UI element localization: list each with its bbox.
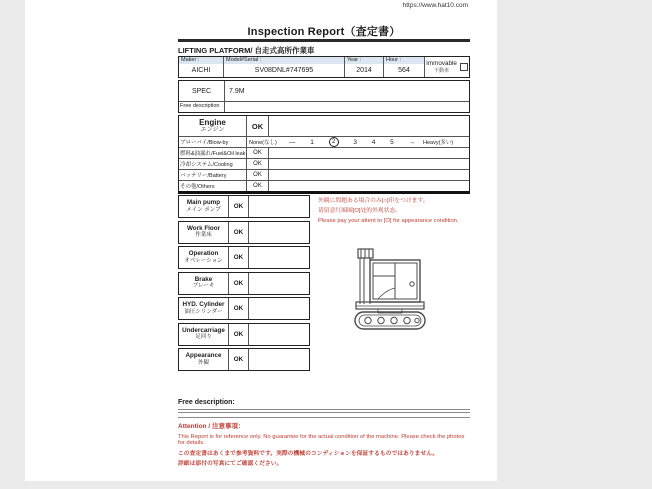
spec-box — [178, 80, 470, 113]
spec-free-description-value — [225, 102, 469, 112]
engine-row-label: その他/Others — [179, 181, 247, 191]
check-block-spacer — [249, 222, 309, 243]
check-block-label — [179, 196, 229, 217]
check-block-work-floor — [178, 221, 310, 244]
page-title: Inspection Report（査定書） — [247, 26, 401, 38]
engine-row-spacer — [269, 148, 469, 158]
crawler-lift-drawing — [348, 246, 438, 336]
check-block-jp: 足回り — [195, 334, 212, 341]
check-block-label — [179, 349, 229, 370]
year-label: Year : — [345, 57, 383, 64]
blowby-heavy-label: Heavy(多い) — [423, 140, 454, 146]
machine-info-table — [178, 56, 470, 78]
scale-5: 5 — [390, 138, 394, 146]
hour-value: 564 — [398, 67, 410, 74]
check-block-spacer — [249, 298, 309, 319]
check-block-undercarriage — [178, 323, 310, 346]
check-block-hyd-cylinder — [178, 297, 310, 320]
immovable-cell — [425, 57, 469, 77]
engine-title-jp: エンジン — [200, 127, 225, 133]
check-block-jp: ブレーキ — [192, 283, 215, 290]
engine-title-en: Engine — [199, 118, 226, 127]
spec-label: SPEC — [179, 81, 225, 101]
immovable-label: Immovable — [426, 60, 457, 67]
check-block-spacer — [249, 349, 309, 370]
scale-arrow-icon: → — [408, 138, 415, 146]
engine-row-label: 冷却システム/Cooling — [179, 159, 247, 169]
check-blocks — [178, 195, 310, 374]
attention-divider — [178, 417, 470, 418]
check-block-en: Brake — [194, 275, 213, 283]
check-block-operation — [178, 246, 310, 269]
appearance-note-en: Please pay your attent to [O] for appearance condition. — [318, 218, 459, 225]
section-title: LIFTING PLATFORM/ 自走式高所作業車 — [178, 45, 470, 59]
appearance-note-cn: 请留意红圈圈[O]处的外观状态。 — [318, 208, 402, 215]
check-block-label — [179, 222, 229, 243]
engine-row-label: バッテリー/Battery — [179, 170, 247, 180]
engine-row-others — [179, 181, 469, 191]
immovable-label-jp: 不動車 — [433, 68, 449, 74]
engine-title-cell — [179, 116, 247, 136]
engine-row-spacer — [269, 170, 469, 180]
scale-dash: — — [289, 138, 296, 146]
check-block-label — [179, 298, 229, 319]
free-description-rule-1 — [178, 409, 470, 410]
check-block-status: OK — [229, 324, 249, 345]
attention-line-en: This Report is for reference only. No guarantee for the actual condition of the machine. Please check the photos for details. — [178, 433, 465, 447]
top-rule — [178, 39, 470, 42]
appearance-note — [318, 196, 478, 226]
check-block-appearance — [178, 348, 310, 371]
engine-status: OK — [247, 116, 269, 136]
year-cell — [345, 57, 384, 77]
engine-row-status: OK — [247, 181, 269, 191]
hour-cell — [384, 57, 425, 77]
check-block-status: OK — [229, 298, 249, 319]
attention-line-jp2: 詳細は添付の写真にてご確認ください。 — [178, 461, 283, 468]
maker-cell — [179, 57, 224, 77]
immovable-checkbox — [460, 63, 468, 71]
immovable-label-group — [426, 60, 457, 74]
attention-section — [178, 421, 470, 468]
blowby-label: ブローバイ/Blow-by — [179, 137, 247, 147]
check-block-main-pump — [178, 195, 310, 218]
spec-value: 7.9M — [229, 87, 245, 95]
check-block-jp: オペレーション — [184, 257, 223, 264]
check-block-spacer — [249, 324, 309, 345]
check-block-jp: メイン ポンプ — [186, 206, 221, 213]
check-block-spacer — [249, 247, 309, 268]
check-block-label — [179, 324, 229, 345]
scale-3: 3 — [353, 138, 357, 146]
check-block-en: Main pump — [186, 199, 221, 207]
model-serial-cell — [224, 57, 345, 77]
engine-header-row — [179, 116, 469, 137]
engine-header-spacer — [269, 116, 469, 136]
free-description-section — [178, 399, 470, 413]
engine-row-cooling — [179, 159, 469, 170]
check-block-jp: 外観 — [197, 359, 209, 366]
hour-label: Hour : — [384, 57, 424, 64]
check-block-en: Appearance — [185, 352, 222, 360]
scale-1: 1 — [310, 138, 314, 146]
check-block-label — [179, 247, 229, 268]
check-block-en: Operation — [188, 250, 219, 258]
maker-value: AICHI — [191, 67, 211, 74]
free-description-label: Free description: — [178, 399, 235, 406]
blowby-row — [179, 137, 469, 148]
engine-row-battery — [179, 170, 469, 181]
maker-label: Maker : — [179, 57, 223, 64]
check-block-status: OK — [229, 222, 249, 243]
engine-row-status: OK — [247, 170, 269, 180]
scale-4: 4 — [371, 138, 376, 146]
spec-row — [179, 81, 469, 101]
check-block-status: OK — [229, 273, 249, 294]
check-block-jp: 作業床 — [195, 232, 212, 239]
spec-free-description-row — [179, 101, 469, 112]
spec-free-description-label: Free description — [179, 102, 225, 112]
check-block-brake — [178, 272, 310, 295]
engine-box — [178, 115, 470, 194]
engine-row-label: 燃料&油漏れ/Fuel&Oil leak — [179, 148, 247, 158]
check-block-spacer — [249, 273, 309, 294]
model-serial-label: Model#Serial : — [224, 57, 344, 64]
free-description-rule-2 — [178, 412, 470, 413]
check-block-label — [179, 273, 229, 294]
attention-title: Attention / 注意事項： — [178, 423, 245, 430]
model-serial-value: SV08DNL#747695 — [254, 67, 314, 74]
attention-line-jp1: この査定書はあくまで参考資料です。実際の機械のコンディションを保証するものではありません。 — [178, 450, 439, 457]
check-block-status: OK — [229, 349, 249, 370]
check-block-en: Undercarriage — [182, 326, 225, 334]
scale-2-selected: 2 — [329, 137, 339, 147]
machine-illustration — [348, 246, 438, 336]
check-block-status: OK — [229, 247, 249, 268]
check-block-status: OK — [229, 196, 249, 217]
check-block-spacer — [249, 196, 309, 217]
blowby-none-label: None(なし) — [249, 140, 277, 146]
engine-row-spacer — [269, 159, 469, 169]
check-block-en: HYD. Cylinder — [182, 301, 225, 309]
engine-row-spacer — [269, 181, 469, 191]
check-block-en: Work Floor — [186, 224, 221, 232]
blowby-scale — [281, 137, 423, 147]
engine-row-status: OK — [247, 148, 269, 158]
engine-row-status: OK — [247, 159, 269, 169]
year-value: 2014 — [356, 67, 372, 74]
appearance-note-jp: 外観に問題ある場合のみ[○]印をつけます。 — [318, 198, 429, 204]
report-page — [25, 0, 497, 481]
engine-row-fuel-oil-leak — [179, 148, 469, 159]
site-url: https://www.hat10.com — [402, 2, 468, 9]
check-block-jp: 油圧シリンダー — [184, 308, 223, 315]
